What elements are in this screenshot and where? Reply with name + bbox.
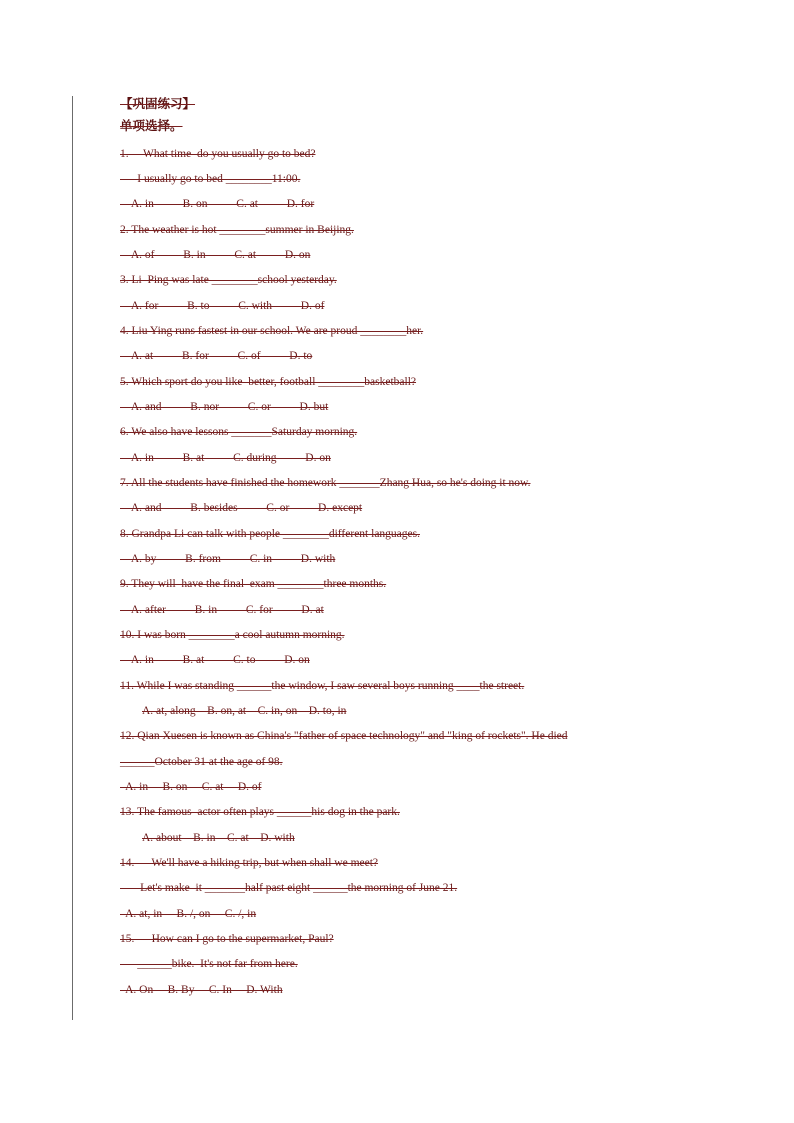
question-line: 10. I was born ________a cool autumn morning. (120, 629, 345, 641)
options-line: A. in B. at C. to D. on (120, 654, 310, 666)
question-line: 5. Which sport do you like better, football ________basketball? (120, 376, 417, 388)
answer-line: — Let's make it _______half past eight ______the morning of June 21. (120, 882, 458, 894)
question-line: 1. —What time do you usually go to bed? (120, 148, 316, 160)
question-line: 2. The weather is hot ________summer in Beijing. (120, 224, 354, 236)
options-line: A. and B. nor C. or D. but (120, 401, 329, 413)
options-line: A. for B. to C. with D. of (120, 300, 325, 312)
options-line: A. at B. for C. of D. to (120, 350, 313, 362)
question-line: 11. While I was standing ______the window, I saw several boys running ____the street. (120, 680, 525, 692)
question-line: 15. — How can I go to the supermarket, Paul? (120, 933, 334, 945)
options-line: A. On B. By C. In D. With (120, 984, 283, 996)
options-line: A. at, in B. /, on C. /, in (120, 908, 257, 920)
question-line: 9. They will have the final exam ________three months. (120, 578, 387, 590)
options-line: A. about B. in C. at D. with (142, 832, 295, 844)
question-line: 3. Li Ping was late ________school yesterday. (120, 274, 337, 286)
options-line: A. in B. on C. at D. of (120, 781, 262, 793)
margin-bar (72, 96, 73, 1020)
question-line: 6. We also have lessons _______Saturday morning. (120, 426, 358, 438)
question-line-continued: ______October 31 at the age of 98. (120, 756, 283, 768)
options-line: A. by B. from C. in D. with (120, 553, 336, 565)
answer-line: —I usually go to bed ________11:00. (120, 173, 301, 185)
options-line: A. in B. on C. at D. for (120, 198, 315, 210)
section-subheading: 单项选择。 (120, 118, 183, 133)
question-line: 7. All the students have finished the homework _______Zhang Hua, so he's doing it now. (120, 477, 531, 489)
options-line: A. at, along B. on, at C. in, on D. to, in (142, 705, 347, 717)
question-line: 14. — We'll have a hiking trip, but when shall we meet? (120, 857, 379, 869)
question-line: 8. Grandpa Li can talk with people ________different languages. (120, 528, 420, 540)
question-line: 12. Qian Xuesen is known as China's "father of space technology" and "king of rockets". He died (120, 730, 568, 742)
answer-line: —______bike. It's not far from here. (120, 958, 298, 970)
options-line: A. in B. at C. during D. on (120, 452, 331, 464)
question-line: 4. Liu Ying runs fastest in our school. We are proud ________her. (120, 325, 424, 337)
section-heading: 【巩固练习】 (120, 96, 196, 111)
options-line: A. after B. in C. for D. at (120, 604, 324, 616)
options-line: A. of B. in C. at D. on (120, 249, 311, 261)
question-line: 13. The famous actor often plays ______his dog in the park. (120, 806, 400, 818)
options-line: A. and B. besides C. or D. except (120, 502, 363, 514)
